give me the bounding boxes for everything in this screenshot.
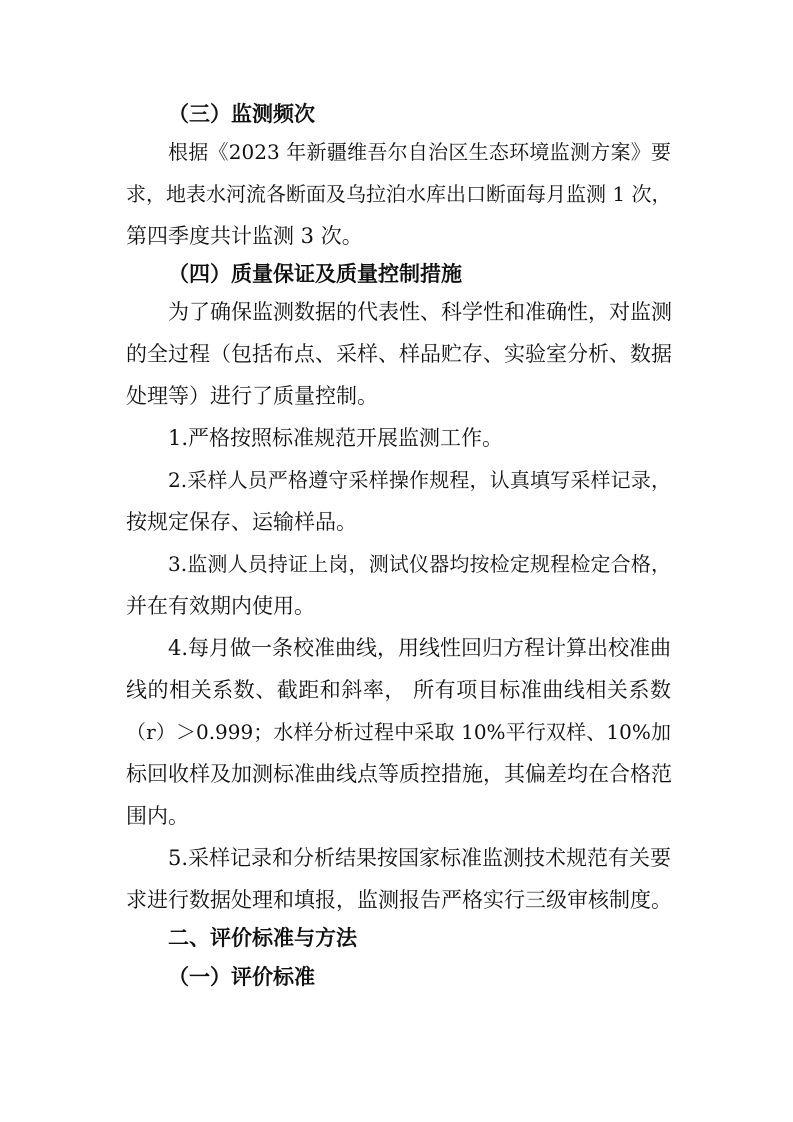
section-heading-monitoring-frequency: （三）监测频次 bbox=[168, 102, 315, 126]
list-item-4-continued: （r）＞0.999；水样分析过程中采取 10%平行双样、10%加 bbox=[126, 720, 671, 744]
section-heading-evaluation-standards: （一）评价标准 bbox=[168, 965, 315, 989]
section-heading-quality-assurance: （四）质量保证及质量控制措施 bbox=[168, 262, 462, 286]
chapter-heading-evaluation-standards: 二、评价标准与方法 bbox=[168, 926, 357, 950]
list-item-4: 4.每月做一条校准曲线，用线性回归方程计算出校准曲 bbox=[168, 636, 672, 660]
list-item-3-continued: 并在有效期内使用。 bbox=[126, 594, 315, 618]
paragraph-line: 为了确保监测数据的代表性、科学性和准确性，对监测 bbox=[168, 300, 672, 324]
list-item-4-continued: 围内。 bbox=[126, 804, 189, 828]
list-item-4-continued: 标回收样及加测标准曲线点等质控措施，其偏差均在合格范 bbox=[126, 762, 672, 786]
paragraph-line: 第四季度共计监测 3 次。 bbox=[126, 224, 363, 248]
paragraph-line: 处理等）进行了质量控制。 bbox=[126, 384, 378, 408]
list-item-4-continued: 线的相关系数、截距和斜率， 所有项目标准曲线相关系数 bbox=[126, 678, 671, 702]
list-item-3: 3.监测人员持证上岗，测试仪器均按检定规程检定合格， bbox=[168, 552, 671, 576]
list-item-5-continued: 求进行数据处理和填报，监测报告严格实行三级审核制度。 bbox=[126, 888, 672, 912]
list-item-1: 1.严格按照标准规范开展监测工作。 bbox=[168, 426, 504, 450]
list-item-2-continued: 按规定保存、运输样品。 bbox=[126, 510, 357, 534]
list-item-2: 2.采样人员严格遵守采样操作规程，认真填写采样记录， bbox=[168, 468, 671, 492]
paragraph-line: 的全过程（包括布点、采样、样品贮存、实验室分析、数据 bbox=[126, 342, 672, 366]
list-item-5: 5.采样记录和分析结果按国家标准监测技术规范有关要 bbox=[168, 846, 672, 870]
paragraph-line: 根据《2023 年新疆维吾尔自治区生态环境监测方案》要 bbox=[168, 140, 671, 164]
paragraph-line: 求，地表水河流各断面及乌拉泊水库出口断面每月监测 1 次， bbox=[126, 182, 672, 206]
